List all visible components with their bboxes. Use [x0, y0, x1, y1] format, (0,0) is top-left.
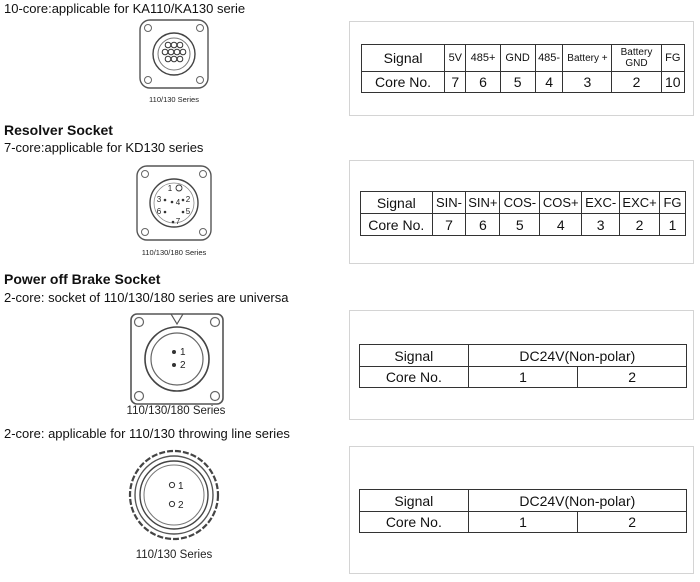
signal-cell: Battery GND: [612, 45, 661, 72]
core-cell: 2: [620, 214, 660, 236]
signal-cell: EXC-: [582, 192, 620, 214]
core-cell: 2: [578, 512, 687, 533]
signal-cell: FG: [661, 45, 685, 72]
pin-label: 3: [156, 195, 162, 204]
core-row: [361, 214, 686, 236]
signal-cell: Battery +: [563, 45, 612, 72]
signal-cell: COS-: [500, 192, 540, 214]
connector-series-label: 110/130 Series: [149, 95, 199, 104]
table-row-label-core: Core No.: [360, 512, 469, 533]
pin-label: 5: [185, 207, 191, 216]
connector-series-label: 110/130/180 Series: [141, 248, 207, 257]
core-cell: 6: [466, 214, 500, 236]
signal-row: [362, 45, 685, 72]
core-row: [360, 367, 687, 388]
pin-label: 7: [175, 217, 181, 226]
signal-table-brake: [359, 344, 687, 388]
table-row-label-core: Core No.: [361, 214, 433, 236]
table-row-label-core: Core No.: [362, 72, 445, 93]
section-heading-resolver: Resolver Socket: [4, 122, 113, 138]
round-connector-2pin-icon: [117, 446, 237, 568]
connector-image-resolver: [133, 164, 215, 260]
core-cell: 4: [540, 214, 582, 236]
section-caption-resolver: 7-core:applicable for KD130 series: [4, 140, 204, 155]
connector-image-10core: [134, 18, 214, 106]
core-cell: 1: [468, 512, 578, 533]
core-cell: 1: [660, 214, 686, 236]
core-cell: 10: [661, 72, 685, 93]
connector-image-brake: [117, 312, 239, 420]
signal-cell: SIN+: [466, 192, 500, 214]
square-flange-10pin-icon: [134, 18, 214, 106]
connector-series-label: 110/130 Series: [135, 549, 213, 561]
signal-cell: 485-: [535, 45, 563, 72]
core-cell: 7: [445, 72, 466, 93]
core-cell: 3: [582, 214, 620, 236]
signal-cell: SIN-: [432, 192, 466, 214]
core-cell: 5: [500, 72, 535, 93]
signal-row: [360, 345, 687, 367]
table-header-signal: Signal: [360, 490, 469, 512]
square-flange-7pin-icon: [133, 164, 215, 260]
square-flange-2pin-icon: [117, 312, 239, 420]
signal-cell: 485+: [466, 45, 500, 72]
section-heading-brake: Power off Brake Socket: [4, 271, 161, 287]
signal-row: [361, 192, 686, 214]
core-cell: 1: [468, 367, 578, 388]
connector-series-label: 110/130/180 Series: [126, 405, 226, 417]
table-header-signal: Signal: [362, 45, 445, 72]
signal-cell: EXC+: [620, 192, 660, 214]
core-cell: 5: [500, 214, 540, 236]
pin-label: 2: [180, 360, 186, 371]
section-caption-10core: 10-core:applicable for KA110/KA130 serie: [4, 1, 246, 16]
pin-label: 4: [175, 198, 181, 207]
core-cell: 3: [563, 72, 612, 93]
table-row-label-core: Core No.: [360, 367, 469, 388]
core-cell: 2: [612, 72, 661, 93]
core-cell: 6: [466, 72, 500, 93]
signal-table-10core: [361, 44, 685, 93]
pin-label: 2: [178, 500, 184, 511]
section-caption-throwing-line: 2-core: applicable for 110/130 throwing line series: [4, 426, 290, 441]
core-cell: 7: [432, 214, 466, 236]
pin-label: 6: [156, 207, 162, 216]
signal-table-resolver: [360, 191, 686, 236]
signal-cell: FG: [660, 192, 686, 214]
core-row: [362, 72, 685, 93]
pin-label: 1: [167, 184, 173, 193]
table-header-signal: Signal: [360, 345, 469, 367]
signal-cell: COS+: [540, 192, 582, 214]
section-caption-brake: 2-core: socket of 110/130/180 series are universa: [4, 290, 289, 305]
signal-cell: DC24V(Non-polar): [468, 490, 686, 512]
pin-label: 1: [178, 481, 184, 492]
signal-cell: GND: [500, 45, 535, 72]
core-row: [360, 512, 687, 533]
signal-cell: 5V: [445, 45, 466, 72]
pin-label: 1: [180, 347, 186, 358]
connector-image-throwing-line: [117, 446, 237, 568]
signal-table-throwing-line: [359, 489, 687, 533]
pin-label: 2: [185, 195, 191, 204]
signal-row: [360, 490, 687, 512]
table-header-signal: Signal: [361, 192, 433, 214]
signal-cell: DC24V(Non-polar): [468, 345, 686, 367]
core-cell: 2: [578, 367, 687, 388]
core-cell: 4: [535, 72, 563, 93]
